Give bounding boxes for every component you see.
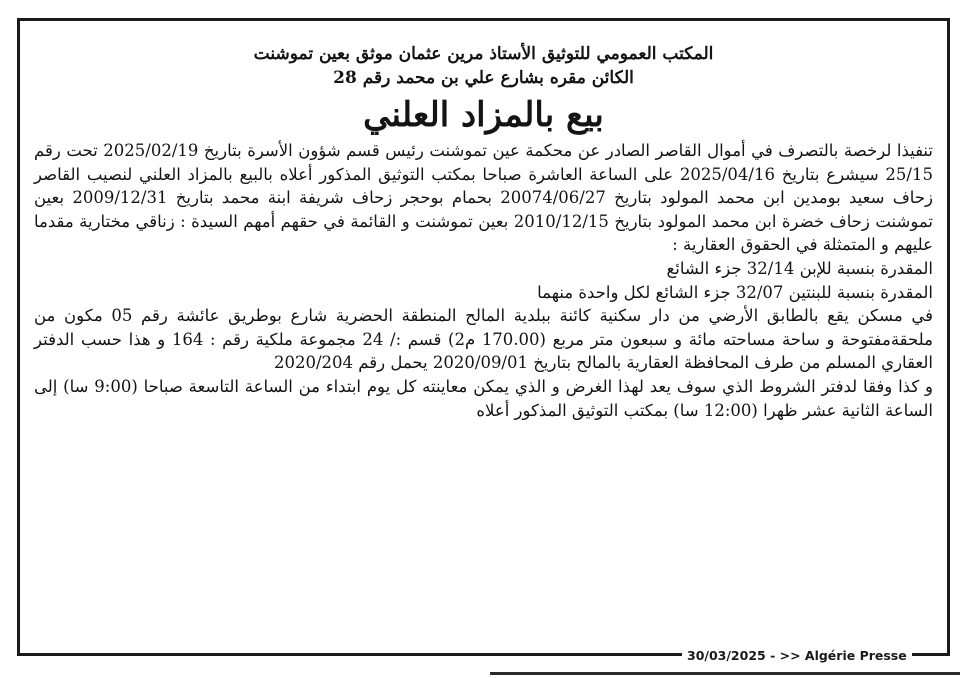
- notice-title: بيع بالمزاد العلني: [363, 95, 604, 135]
- office-name: المكتب العمومي للتوثيق الأستاذ مرين عثمان موثق بعين تموشنت: [253, 44, 714, 64]
- share-son-line: المقدرة بنسبة للإبن 32/14 جزء الشائع: [666, 258, 933, 278]
- property-description-paragraph: في مسكن يقع بالطابق الأرضي من دار سكنية كائنة ببلدية المالح المنطقة الحضرية شارع بوطريق عائشة رقم 05 مكون من ملحقةمفتوحة و ساحة مساحته مائة و سبعون متر مربع (170.00 م2) قسم :/ 24 مجموعة ملكية رقم : 164 و هذا حسب الدفتر العقاري المسلم من طرف المحافظة العقارية بالمالح بتاريخ 2020/09/01 يحمل رقم 2020/204: [34, 306, 933, 373]
- notice-content: [20, 21, 947, 653]
- inspection-paragraph: و كذا وفقا لدفتر الشروط الذي سوف يعد لهذا الغرض و الذي يمكن معاينته كل يوم ابتداء من الساعة التاسعة صباحا (9:00 سا) إلى الساعة الثانية عشر ظهرا (12:00 سا) بمكتب التوثيق المذكور أعلاه: [34, 376, 933, 420]
- share-daughters-line: المقدرة بنسبة للبنتين 32/07 جزء الشائع لكل واحدة منهما: [537, 282, 933, 302]
- auction-details-paragraph: تنفيذا لرخصة بالتصرف في أموال القاصر الصادر عن محكمة عين تموشنت رئيس قسم شؤون الأسرة بتاريخ 2025/02/19 تحت رقم 25/15 سيشرع بتاريخ 2025/04/16 على الساعة العاشرة صباحا بمكتب التوثيق المذكور أعلاه بالبيع بالمزاد العلني لنصيب القاصر زحاف سعيد بومدين ابن محمد المولود بتاريخ 20074/06/27 بحمام بوحجر زحاف شريفة ابنة محمد بتاريخ 2009/12/31 بعين تموشنت زحاف خضرة ابن محمد المولود بتاريخ 2010/12/15 بعين تموشنت و القائمة في حقهم أمهم السيدة : زناقي مختارية مقدما عليهم و المتمثلة في الحقوق العقارية :: [34, 141, 934, 255]
- bottom-divider: [490, 672, 960, 675]
- source-caption: 30/03/2025 - >> Algérie Presse: [682, 648, 912, 664]
- office-address: الكائن مقره بشارع علي بن محمد رقم 28: [333, 68, 634, 88]
- notice-box: [17, 18, 950, 656]
